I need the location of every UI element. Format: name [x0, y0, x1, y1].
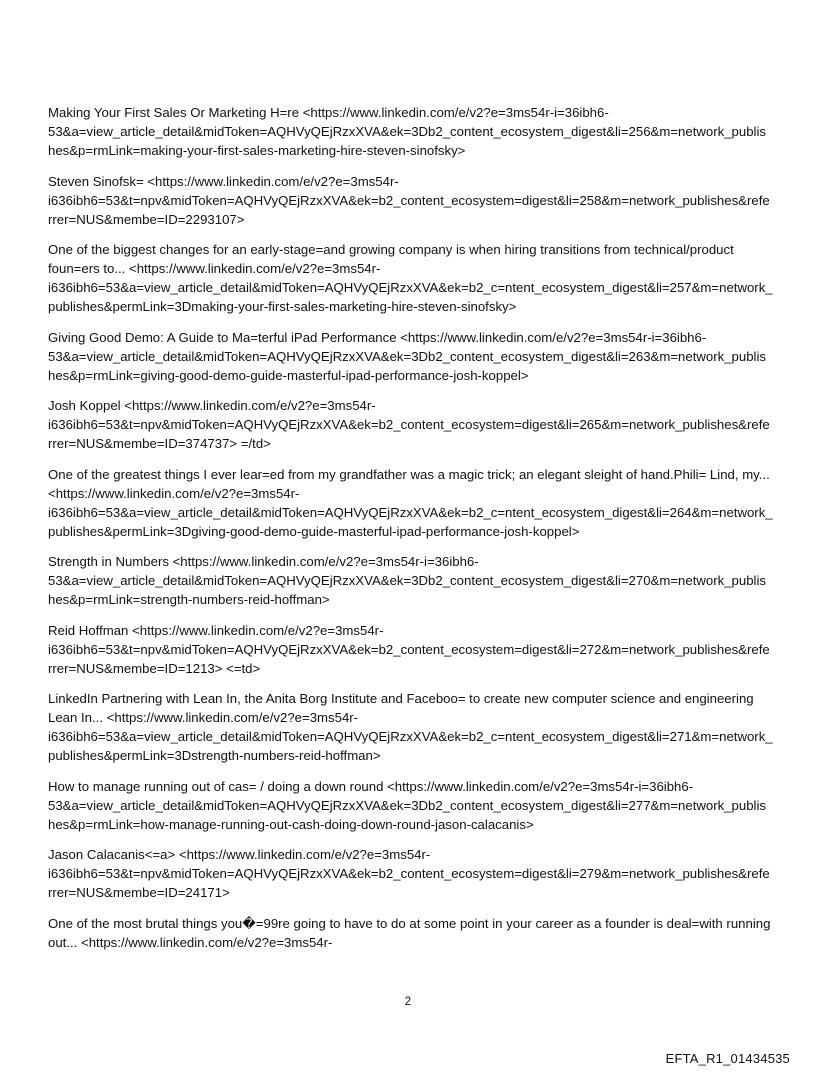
paragraph-10: How to manage running out of cas= / doing a down round <https://www.linkedin.com/e/v2?e=3ms54r-i=36ibh6-53&a=view_article_detail&midToken=AQHVyQEjRzxXVA&ek=3Db2_content_ecosystem_digest&li=277&m=network_publishes&p=rmLink=how-manage-running-out-cash-doing-down-round-jason-calacanis>: [48, 778, 767, 832]
paragraph-5: Josh Koppel <https://www.linkedin.com/e/v2?e=3ms54r-i636ibh6=53&t=npv&midToken=AQHVyQEjRzxXVA&ek=b2_content_ecosystem=digest&li=265&m=network_publishes&referrer=NUS&membe=ID=374737> =/td>: [48, 398, 770, 451]
paragraph-3: One of the biggest changes for an early-stage=and growing company is when hiring transitions from technical/product foun=ers to... <https://www.linkedin.com/e/v2?e=3ms54r-i636ibh6=53&a=view_article_detail&midToken=AQHVyQEjRzxXVA&ek=b2_c=ntent_ecosystem_digest&li=257&m=network_publishes&permLink=3Dmaking-your-first-sales-marketing-hire-steven-sinofsky>: [48, 242, 773, 314]
document-body: [48, 103, 773, 963]
paragraph-2: Steven Sinofsk= <https://www.linkedin.com/e/v2?e=3ms54r-i636ibh6=53&t=npv&midToken=AQHVyQEjRzxXVA&ek=b2_content_ecosystem=digest&li=258&m=network_publishes&referrer=NUS&membe=ID=2293107>: [48, 173, 770, 227]
paragraph-8: Reid Hoffman <https://www.linkedin.com/e/v2?e=3ms54r-i636ibh6=53&t=npv&midToken=AQHVyQEjRzxXVA&ek=b2_content_ecosystem=digest&li=272&m=network_publishes&referrer=NUS&membe=ID=1213> <=td>: [48, 622, 770, 676]
paragraph-9: LinkedIn Partnering with Lean In, the Anita Borg Institute and Faceboo= to create new computer science and engineering Lean In... <https://www.linkedin.com/e/v2?e=3ms54r-i636ibh6=53&a=view_article_detail&midToken=AQHVyQEjRzxXVA&ek=b2_c=ntent_ecosystem_digest&li=271&m=network_publishes&permLink=3Dstrength-numbers-reid-hoffman>: [48, 691, 773, 763]
paragraph-4: Giving Good Demo: A Guide to Ma=terful iPad Performance <https://www.linkedin.com/e/v2?e=3ms54r-i=36ibh6-53&a=view_article_detail&midToken=AQHVyQEjRzxXVA&ek=3Db2_content_ecosystem_digest&li=263&m=network_publishes&p=rmLink=giving-good-demo-guide-masterful-ipad-performance-josh-koppel>: [48, 329, 767, 383]
page-number: 2: [404, 996, 412, 1008]
paragraph-6: One of the greatest things I ever lear=ed from my grandfather was a magic trick; an elegant sleight of hand.Phili= Lind, my... <https://www.linkedin.com/e/v2?e=3ms54r-i636ibh6=53&a=view_article_detail&midToken=AQHVyQEjRzxXVA&ek=b2_c=ntent_ecosystem_digest&li=264&m=network_publishes&permLink=3Dgiving-good-demo-guide-masterful-ipad-performance-josh-koppel>: [48, 466, 773, 539]
paragraph-7: Strength in Numbers <https://www.linkedin.com/e/v2?e=3ms54r-i=36ibh6-53&a=view_article_detail&midToken=AQHVyQEjRzxXVA&ek=3Db2_content_ecosystem_digest&li=270&m=network_publishes&p=rmLink=strength-numbers-reid-hoffman>: [48, 554, 767, 607]
paragraph-12: One of the most brutal things you�=99re going to have to do at some point in your career as a founder is deal=with running out... <https://www.linkedin.com/e/v2?e=3ms54r-: [48, 915, 771, 950]
paragraph-11: Jason Calacanis<=a> <https://www.linkedin.com/e/v2?e=3ms54r-i636ibh6=53&t=npv&midToken=AQHVyQEjRzxXVA&ek=b2_content_ecosystem=digest&li=279&m=network_publishes&referrer=NUS&membe=ID=24171>: [48, 847, 770, 900]
paragraph-1: Making Your First Sales Or Marketing H=re <https://www.linkedin.com/e/v2?e=3ms54r-i=36ibh6-53&a=view_article_detail&midToken=AQHVyQEjRzxXVA&ek=3Db2_content_ecosystem_digest&li=256&m=network_publishes&p=rmLink=making-your-first-sales-marketing-hire-steven-sinofsky>: [48, 105, 767, 158]
bates-number: EFTA_R1_01434535: [665, 1051, 790, 1066]
